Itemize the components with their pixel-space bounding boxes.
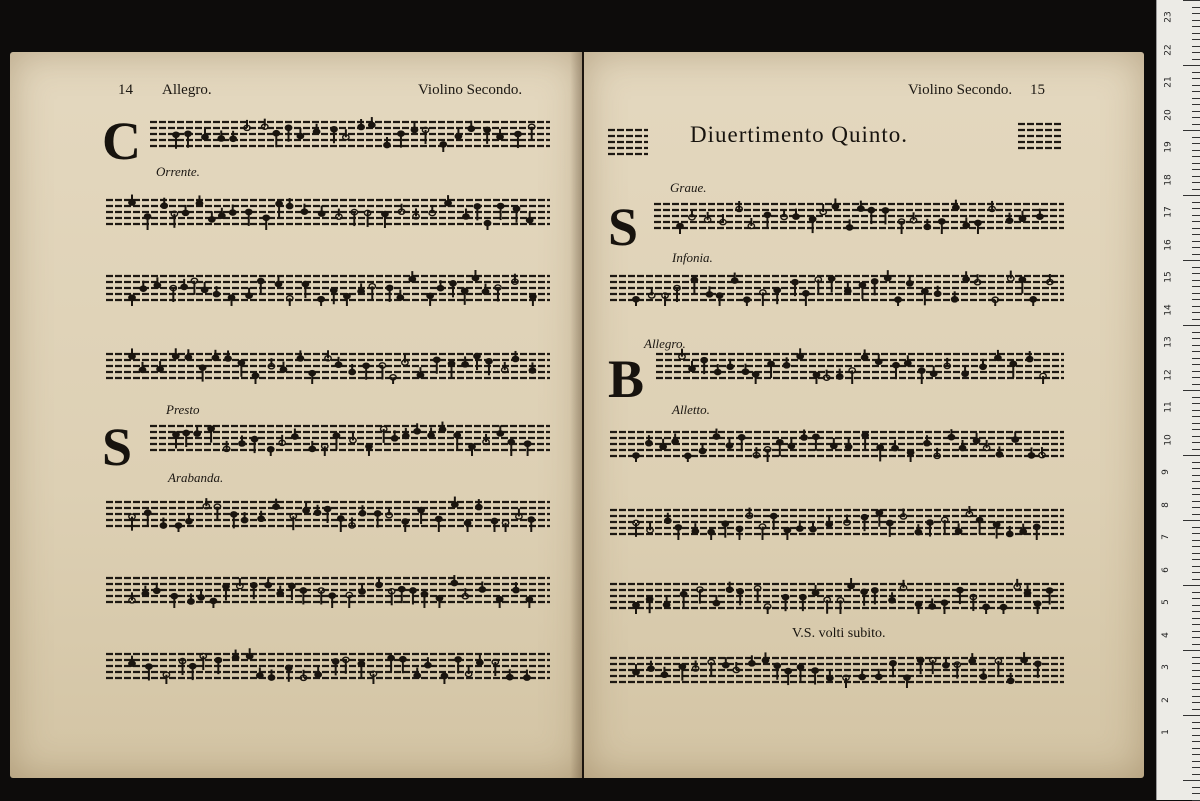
ruler-tick [1192,286,1200,287]
page-number-right: 15 [1030,82,1045,98]
ruler-tick [1192,98,1200,99]
staff-lines [106,496,550,532]
initial-s: S [102,417,133,477]
music-staff [610,652,1064,688]
ruler-tick [1183,0,1200,1]
ruler-tick [1192,741,1200,742]
ruler-tick [1192,46,1200,47]
ruler-tick [1192,676,1200,677]
ruler-tick [1192,332,1200,333]
ruler-tick [1192,423,1200,424]
ruler-tick [1192,358,1200,359]
initial-c: C [102,111,141,171]
ruler-tick [1192,754,1200,755]
ruler-tick [1192,299,1200,300]
ruler-number: 5 [1160,599,1171,605]
label-alletto: Alletto. [672,402,710,417]
ruler-tick [1192,156,1200,157]
ruler-number: 12 [1163,368,1174,381]
music-staff [106,648,550,684]
ruler-tick [1192,735,1200,736]
staff-lines [150,420,550,456]
ruler-tick [1192,748,1200,749]
ruler-tick [1192,384,1200,385]
staff-lines [106,648,550,684]
ruler-tick [1192,163,1200,164]
right-page [584,52,1144,778]
ruler-tick [1183,650,1200,651]
ruler-number: 2 [1160,696,1171,703]
ruler-tick [1192,215,1200,216]
ruler-tick [1192,416,1200,417]
ruler-tick [1192,722,1200,723]
ruler-tick [1192,481,1200,482]
staff-lines [1018,118,1062,154]
ruler-tick [1192,169,1200,170]
staff-lines [106,572,550,608]
ruler-tick [1192,442,1200,443]
ruler-tick [1192,254,1200,255]
ruler-tick [1192,397,1200,398]
staff-lines [106,194,550,230]
music-staff [608,124,648,160]
measuring-ruler [1156,0,1200,800]
ruler-tick [1183,195,1200,196]
ruler-tick [1192,273,1200,274]
ruler-tick [1192,85,1200,86]
ruler-tick [1192,494,1200,495]
part-heading-right: Violino Secondo. [908,82,1013,98]
ruler-tick [1192,429,1200,430]
label-infonia: Infonia. [672,250,713,265]
ruler-tick [1192,572,1200,573]
left-page [10,52,582,778]
ruler-tick [1192,637,1200,638]
ruler-tick [1192,631,1200,632]
ruler-tick [1183,780,1200,781]
open-book [10,52,1150,780]
ruler-tick [1192,52,1200,53]
ruler-tick [1192,774,1200,775]
label-graue: Graue. [670,180,707,195]
ruler-tick [1192,618,1200,619]
ruler-tick [1192,761,1200,762]
ruler-tick [1192,247,1200,248]
ruler-number: 10 [1163,433,1174,446]
music-staff [106,496,550,532]
music-staff [610,504,1064,540]
staff-lines [608,124,648,160]
ruler-number: 8 [1160,501,1171,508]
ruler-tick [1183,585,1200,586]
music-staff [656,348,1064,384]
ruler-tick [1192,689,1200,690]
ruler-number: 14 [1163,303,1174,316]
ruler-number: 13 [1163,336,1174,348]
tempo-heading: Allegro. [162,82,212,98]
ruler-number: 17 [1163,206,1174,218]
ruler-tick [1183,520,1200,521]
ruler-tick [1192,91,1200,92]
ruler-tick [1183,325,1200,326]
ruler-tick [1192,241,1200,242]
ruler-tick [1192,176,1200,177]
ruler-tick [1192,143,1200,144]
ruler-tick [1192,787,1200,788]
ruler-tick [1192,234,1200,235]
ruler-tick [1192,410,1200,411]
ruler-tick [1192,592,1200,593]
music-staff [106,194,550,230]
ruler-tick [1192,696,1200,697]
ruler-tick [1192,78,1200,79]
footer-volti-subito: V.S. volti subito. [792,626,886,641]
ruler-tick [1192,208,1200,209]
ruler-tick [1192,462,1200,463]
ruler-tick [1192,7,1200,8]
music-staff [106,270,550,306]
ruler-tick [1192,559,1200,560]
music-staff [106,348,550,384]
ruler-tick [1192,124,1200,125]
ruler-tick [1192,267,1200,268]
staff-lines [610,270,1064,306]
staff-lines [656,348,1064,384]
ruler-number: 4 [1160,631,1171,638]
ruler-tick [1192,579,1200,580]
ruler-tick [1183,65,1200,66]
ruler-tick [1192,345,1200,346]
label-orrente: Orrente. [156,164,200,179]
music-staff [610,270,1064,306]
ruler-tick [1192,13,1200,14]
ruler-tick [1192,488,1200,489]
ruler-number: 16 [1163,238,1174,251]
ruler-tick [1192,709,1200,710]
ruler-tick [1192,364,1200,365]
ruler-tick [1192,137,1200,138]
ruler-tick [1192,59,1200,60]
staff-lines [610,578,1064,614]
ruler-number: 21 [1163,76,1174,88]
ruler-tick [1192,611,1200,612]
ruler-tick [1192,403,1200,404]
ruler-tick [1192,533,1200,534]
ruler-tick [1192,546,1200,547]
staff-lines [610,426,1064,462]
ruler-tick [1192,228,1200,229]
ruler-number: 1 [1160,729,1171,735]
ruler-number: 9 [1160,469,1171,475]
ruler-tick [1192,702,1200,703]
ruler-tick [1192,150,1200,151]
ruler-tick [1192,793,1200,794]
ruler-number: 18 [1163,173,1174,186]
ruler-tick [1183,390,1200,391]
ruler-number: 11 [1163,401,1174,413]
label-allegro: Allegro. [644,336,686,351]
ruler-tick [1192,514,1200,515]
music-staff [610,426,1064,462]
ruler-tick [1183,455,1200,456]
ruler-tick [1183,130,1200,131]
ruler-tick [1192,436,1200,437]
ruler-tick [1192,26,1200,27]
ruler-tick [1192,202,1200,203]
ruler-tick [1192,351,1200,352]
ruler-tick [1192,683,1200,684]
ruler-number: 15 [1163,271,1174,283]
ruler-tick [1192,293,1200,294]
music-staff [150,116,550,152]
label-arabanda: Arabanda. [168,470,224,485]
ruler-tick [1192,475,1200,476]
ruler-tick [1192,20,1200,21]
ruler-tick [1192,33,1200,34]
ruler-number: 22 [1163,43,1174,56]
ruler-tick [1192,605,1200,606]
music-staff [654,198,1064,234]
staff-lines [150,116,550,152]
staff-lines [654,198,1064,234]
ruler-tick [1192,280,1200,281]
ruler-tick [1183,715,1200,716]
ruler-tick [1192,449,1200,450]
staff-lines [106,348,550,384]
ruler-tick [1192,377,1200,378]
ruler-tick [1192,657,1200,658]
ruler-tick [1192,644,1200,645]
part-heading-left: Violino Secondo. [418,82,523,98]
ruler-tick [1192,767,1200,768]
ruler-tick [1183,260,1200,261]
music-staff [106,572,550,608]
ruler-tick [1192,468,1200,469]
ruler-tick [1192,566,1200,567]
staff-lines [106,270,550,306]
ruler-tick [1192,663,1200,664]
ruler-tick [1192,553,1200,554]
ruler-tick [1192,527,1200,528]
piece-title: Diuertimento Quinto. [690,122,909,147]
music-staff [1018,118,1062,154]
ruler-tick [1192,540,1200,541]
ruler-number: 20 [1163,108,1174,121]
ruler-tick [1192,104,1200,105]
ruler-tick [1192,39,1200,40]
staff-lines [610,504,1064,540]
ruler-tick [1192,117,1200,118]
ruler-tick [1192,507,1200,508]
music-staff [610,578,1064,614]
ruler-number: 23 [1163,11,1174,23]
ruler-tick [1192,598,1200,599]
ruler-number: 6 [1160,566,1171,573]
ruler-tick [1192,728,1200,729]
page-number-left: 14 [118,82,133,98]
ruler-tick [1192,182,1200,183]
ruler-tick [1192,319,1200,320]
ruler-tick [1192,306,1200,307]
ruler-number: 7 [1160,534,1171,540]
ruler-tick [1192,111,1200,112]
ruler-tick [1192,72,1200,73]
ruler-tick [1192,670,1200,671]
ruler-tick [1192,624,1200,625]
music-staff [150,420,550,456]
ruler-tick [1192,221,1200,222]
label-presto: Presto [166,402,200,417]
initial-b: B [608,349,645,409]
initial-s-right: S [608,197,639,257]
ruler-tick [1192,312,1200,313]
ruler-number: 3 [1160,664,1171,670]
staff-lines [610,652,1064,688]
ruler-tick [1192,371,1200,372]
ruler-tick [1192,338,1200,339]
ruler-number: 19 [1163,141,1174,153]
ruler-tick [1192,189,1200,190]
ruler-tick [1192,501,1200,502]
